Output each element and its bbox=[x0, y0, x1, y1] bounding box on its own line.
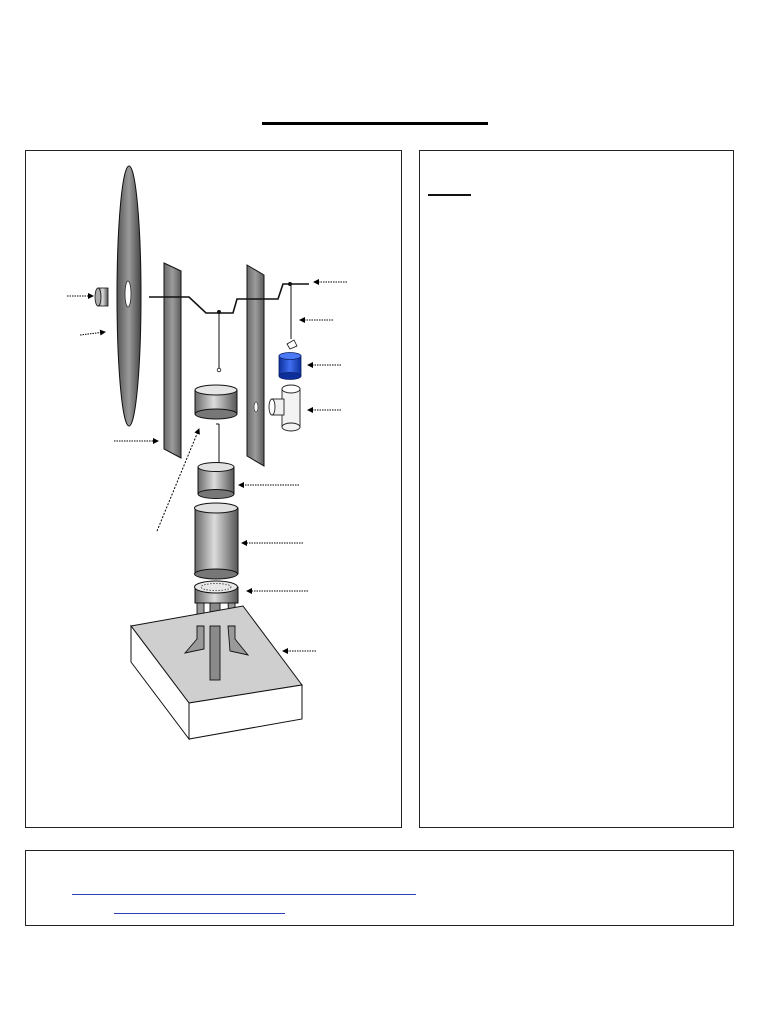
footer-link-underline-2[interactable] bbox=[114, 913, 285, 914]
right-support-plate bbox=[247, 265, 264, 466]
footer-link-underline-1[interactable] bbox=[72, 894, 416, 895]
blue-cap bbox=[279, 353, 301, 380]
burner-ring bbox=[195, 581, 239, 603]
cylinder bbox=[195, 503, 239, 579]
flywheel-disc bbox=[117, 166, 141, 426]
hub bbox=[95, 288, 108, 306]
left-support-plate bbox=[164, 263, 181, 458]
diagram-panel bbox=[25, 150, 402, 828]
engine-exploded-diagram bbox=[26, 151, 401, 827]
displacer-cap bbox=[195, 385, 237, 419]
base-block bbox=[131, 606, 302, 739]
description-panel bbox=[419, 150, 734, 828]
footer-panel bbox=[25, 850, 734, 926]
title-underline bbox=[262, 122, 488, 125]
tee-fitting bbox=[269, 385, 300, 431]
piston bbox=[198, 463, 234, 499]
heading-underline bbox=[428, 194, 471, 196]
